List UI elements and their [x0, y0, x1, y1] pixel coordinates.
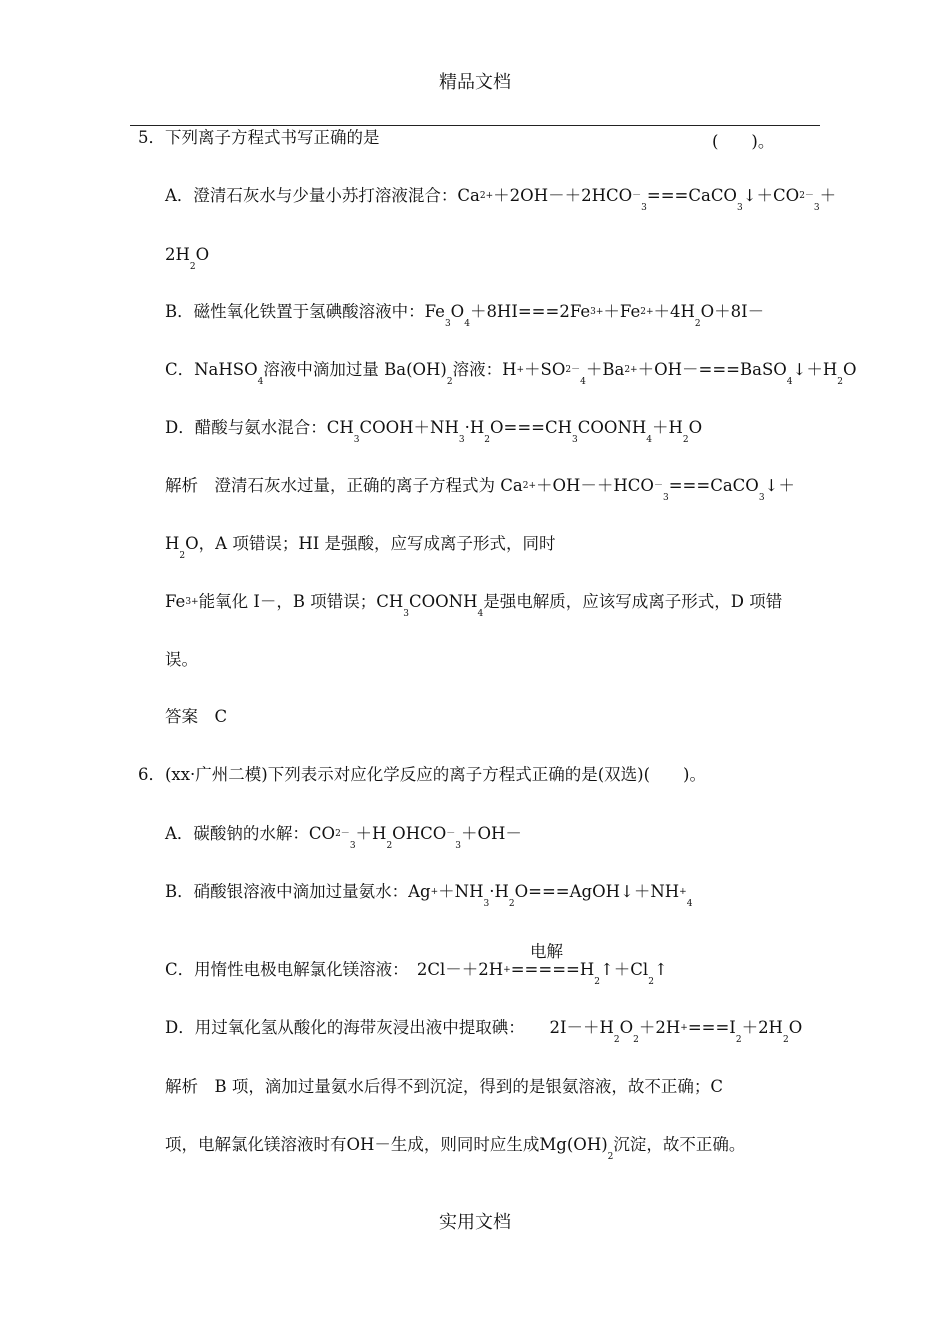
- q5-explanation-2: $H_2O$，A 项错误；HI 是强酸，应写成离子形式，同时: [165, 534, 556, 561]
- q5-option-d: D．醋酸与氨水混合：$CH_3COOH+NH_3\cdot H_2O===CH_3COONH_4+H_2O$: [165, 418, 703, 445]
- q5-explanation-3: Fe3+能氧化 I－，B 项错误；$CH_3COONH_4$是强电解质，应该写成离子形式，D 项错: [165, 592, 783, 619]
- q5-option-c: C．NaHSO$_4$溶液中滴加过量 $Ba(OH)_2$溶液：$H++SO2-_4+Ba2++OH-===BaSO_4↓+H_2O$: [165, 360, 857, 387]
- q5-explanation-1: 解析 澄清石灰水过量，正确的离子方程式为 $Ca2++OH-+HCO-_3===CaCO_3↓+$: [165, 476, 795, 503]
- q6-option-c: C．用惰性电极电解氯化镁溶液： $2Cl-+2H+=====H_2↑+Cl_2↑$: [165, 960, 668, 987]
- q6-option-d: D．用过氧化氢从酸化的海带灰浸出液中提取碘： $2I-+H_2O_2+2H+===I_2+2H_2O$: [165, 1018, 803, 1045]
- q6-stem: 6．(xx·广州二模)下列表示对应化学反应的离子方程式正确的是(双选)( )。: [138, 765, 706, 784]
- q6-option-a: A．碳酸钠的水解：$CO2-_3+H_2OHCO-_3+OH-$: [165, 824, 522, 851]
- electrolysis-label: 电解: [530, 942, 563, 961]
- q6-explanation-2: 项，电解氯化镁溶液时有OH－生成，则同时应生成$Mg(OH)_2$沉淀，故不正确。: [165, 1135, 746, 1162]
- q5-explanation-4: 误。: [165, 650, 198, 669]
- q5-answer-paren: ( )。: [712, 132, 775, 151]
- page-header: 精品文档: [439, 72, 511, 93]
- q5-option-b: B．磁性氧化铁置于氢碘酸溶液中：$Fe_3O_4+8HI===2Fe3++Fe2++4H_2O+8I-$: [165, 302, 765, 329]
- divider: [130, 125, 820, 126]
- q5-stem: 5．下列离子方程式书写正确的是: [138, 128, 380, 147]
- q5-option-a-cont: $2H_2O$: [165, 245, 210, 272]
- q6-explanation-1: 解析 B 项，滴加过量氨水后得不到沉淀，得到的是银氨溶液，故不正确；C: [165, 1077, 723, 1096]
- page-footer: 实用文档: [439, 1212, 511, 1233]
- q5-answer: 答案 C: [165, 707, 228, 726]
- q5-option-a: A．澄清石灰水与少量小苏打溶液混合：$Ca2++2OH-+2HCO-_3===CaCO_3↓+CO2-_3+$: [165, 186, 837, 213]
- q6-option-b: B．硝酸银溶液中滴加过量氨水：$Ag++NH_3\cdot H_2O===AgOH↓+NH+_4$: [165, 882, 693, 909]
